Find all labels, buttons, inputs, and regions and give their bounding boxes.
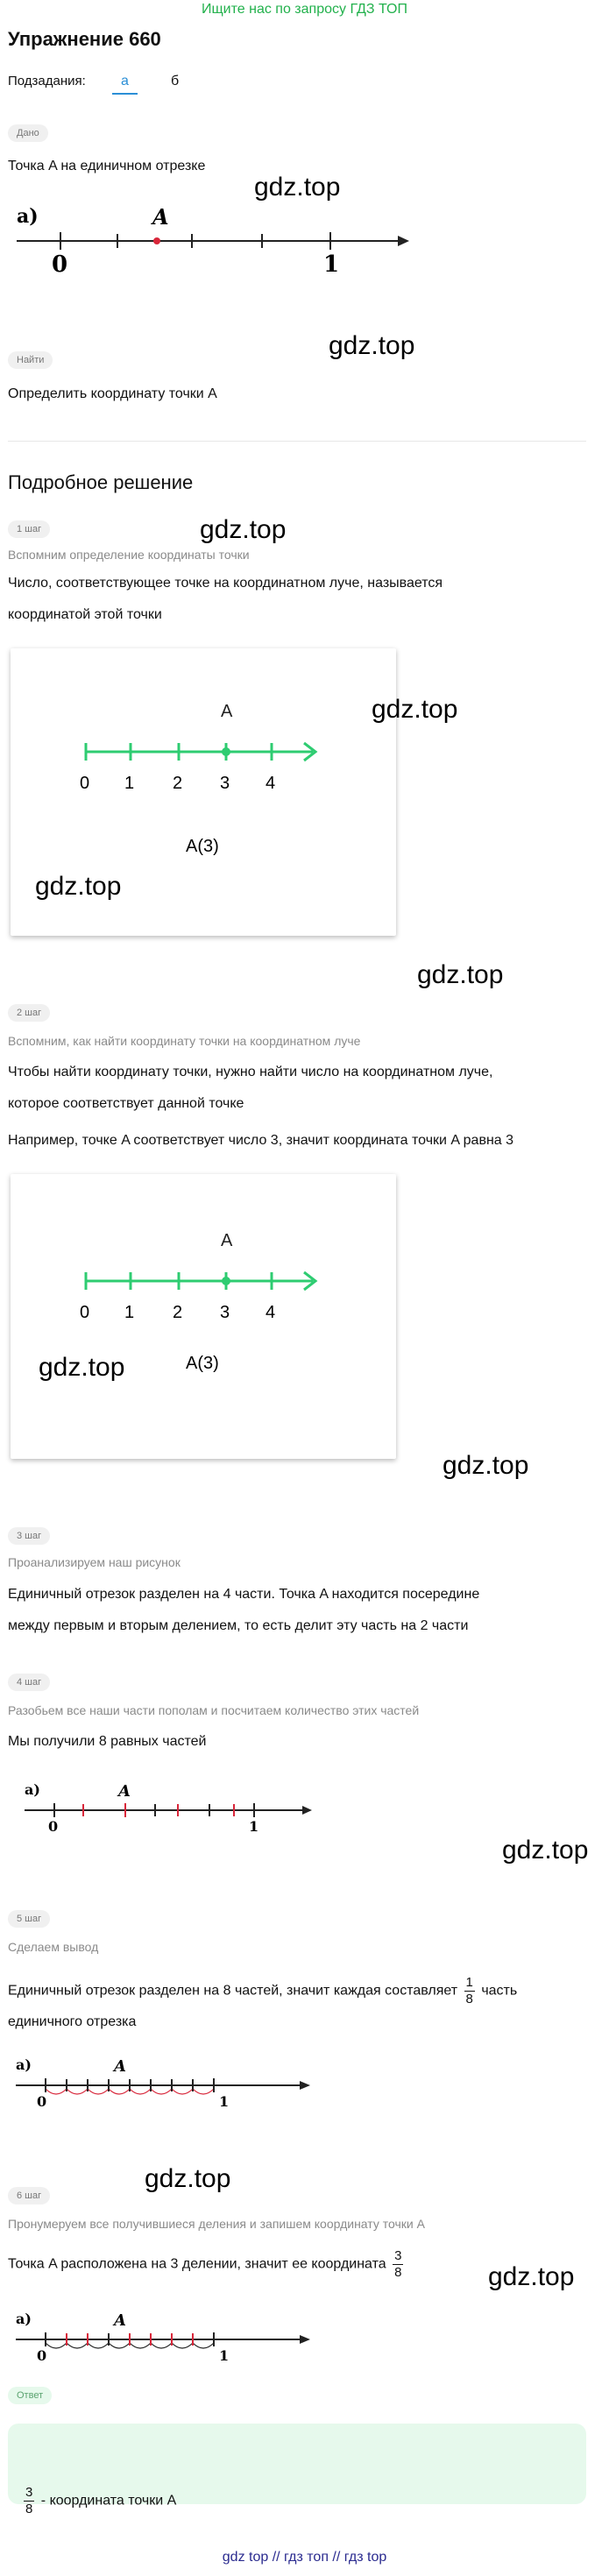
figure-point-label: A <box>114 2311 126 2330</box>
watermark: gdz.top <box>417 960 504 989</box>
step-3-caption: Проанализируем наш рисунок <box>8 1555 181 1569</box>
ray-tick-label: 0 <box>80 774 90 793</box>
step-6-chip: 6 шаг <box>8 2187 50 2204</box>
zero-label: 0 <box>52 251 68 278</box>
step-1-line-2: координатой этой точки <box>8 607 162 622</box>
fraction-num: 3 <box>394 2248 402 2263</box>
given-text: Точка A на единичном отрезке <box>8 159 206 173</box>
watermark: gdz.top <box>488 2262 575 2291</box>
solution-title: Подробное решение <box>8 471 194 493</box>
ray-tick-label: 3 <box>220 1303 230 1322</box>
step-6-caption: Пронумеруем все получившиеся деления и запишем координату точки A <box>8 2217 425 2231</box>
ray-card-2 <box>11 1174 396 1459</box>
step-1-caption: Вспомним определение координаты точки <box>8 548 250 562</box>
step-3-chip: 3 шаг <box>8 1527 50 1545</box>
step-2-caption: Вспомним, как найти координату точки на координатном луче <box>8 1034 361 1048</box>
watermark: gdz.top <box>35 872 122 901</box>
tab-b[interactable]: б <box>171 74 180 88</box>
fraction-three-eighths <box>393 2248 403 2281</box>
step-5-chip: 5 шаг <box>8 1910 50 1928</box>
ray-point-label: A <box>221 1231 233 1250</box>
step-2-line-2: которое соответствует данной точке <box>8 1096 244 1111</box>
ray-point-label: A <box>221 702 233 721</box>
ray-point-marker <box>222 747 230 756</box>
watermark: gdz.top <box>502 1836 589 1865</box>
step-6-figure <box>11 2294 313 2366</box>
figure-part-label: а) <box>17 205 39 228</box>
ray-coordinate-label: A(3) <box>186 837 219 856</box>
given-figure <box>8 193 411 280</box>
find-text: Определить координату точки A <box>8 386 217 401</box>
fraction-den: 8 <box>25 2502 33 2516</box>
answer-chip: Ответ <box>8 2387 52 2404</box>
find-chip: Найти <box>8 351 53 369</box>
zero-label: 0 <box>48 1818 59 1835</box>
footer-links[interactable]: gdz top // гдз топ // гдз top <box>222 2550 387 2565</box>
one-label: 1 <box>249 1818 259 1835</box>
fraction-den: 8 <box>394 2265 402 2280</box>
step-6-text: Точка A расположена на 3 делении, значит ее координата <box>8 2256 386 2272</box>
step-1-line-1: Число, соответствующее точке на координатном луче, называется <box>8 576 443 591</box>
step-6-line-1 <box>8 2248 406 2281</box>
fraction-den: 8 <box>465 1992 473 2006</box>
divider <box>8 441 586 442</box>
fraction-num: 1 <box>465 1975 473 1990</box>
watermark: gdz.top <box>372 695 458 724</box>
axis-arrow <box>398 236 409 246</box>
ray-tick-label: 2 <box>173 1303 183 1322</box>
step-5-caption: Сделаем вывод <box>8 1940 99 1954</box>
axis-arrow <box>300 2335 310 2344</box>
step-4-figure <box>18 1773 315 1835</box>
point-a-marker <box>153 237 160 244</box>
watermark: gdz.top <box>200 515 287 544</box>
fraction-three-eighths <box>24 2485 34 2517</box>
fraction-num: 3 <box>25 2485 33 2500</box>
ray-tick-label: 0 <box>80 1303 90 1322</box>
one-label: 1 <box>219 2093 230 2110</box>
one-label: 1 <box>323 251 340 278</box>
figure-part-label: а) <box>25 1781 40 1798</box>
step-4-caption: Разобьем все наши части пополам и посчитаем количество этих частей <box>8 1703 420 1717</box>
figure-part-label: а) <box>16 2311 32 2327</box>
watermark: gdz.top <box>145 2164 231 2193</box>
step-2-line-1: Чтобы найти координату точки, нужно найти число на координатном луче, <box>8 1065 493 1079</box>
ray-tick-label: 1 <box>124 1303 135 1322</box>
ray-tick-label: 1 <box>124 774 135 793</box>
figure-point-label: A <box>152 204 169 230</box>
watermark: gdz.top <box>39 1353 125 1382</box>
step-1-chip: 1 шаг <box>8 520 50 538</box>
step-5-figure <box>11 2049 313 2112</box>
zero-label: 0 <box>37 2347 47 2364</box>
watermark: gdz.top <box>254 173 341 202</box>
given-chip: Дано <box>8 124 48 142</box>
answer-text: - координата точки A <box>40 2493 177 2509</box>
step-5-line-2: единичного отрезка <box>8 2014 137 2029</box>
answer-line <box>21 2485 176 2517</box>
search-banner[interactable]: Ищите нас по запросу ГДЗ ТОП <box>202 2 407 17</box>
ray-tick-label: 4 <box>266 1303 276 1322</box>
figure-point-label: A <box>118 1782 131 1801</box>
page-title: Упражнение 660 <box>8 28 161 50</box>
watermark: gdz.top <box>329 331 415 360</box>
step-2-line-3: Например, точке A соответствует число 3, значит координата точки A равна 3 <box>8 1133 514 1148</box>
watermark: gdz.top <box>443 1451 529 1480</box>
zero-label: 0 <box>37 2093 47 2110</box>
axis-arrow <box>302 1806 312 1815</box>
step-5-line-1 <box>8 1975 517 2007</box>
tab-a[interactable]: а <box>112 70 138 95</box>
step-5-text-b: часть <box>481 1983 518 1999</box>
figure-point-label: A <box>114 2057 126 2076</box>
step-5-text-a: Единичный отрезок разделен на 8 частей, значит каждая составляет <box>8 1983 458 1999</box>
figure-part-label: а) <box>16 2056 32 2073</box>
ray-point-marker <box>222 1277 230 1285</box>
step-3-line-2: между первым и вторым делением, то есть делит эту часть на 2 части <box>8 1618 469 1633</box>
ray-tick-label: 4 <box>266 774 276 793</box>
step-2-chip: 2 шаг <box>8 1004 50 1022</box>
axis-arrow <box>300 2081 310 2090</box>
one-label: 1 <box>219 2347 230 2364</box>
fraction-one-eighth <box>464 1975 475 2007</box>
step-4-chip: 4 шаг <box>8 1674 50 1691</box>
step-4-line-1: Мы получили 8 равных частей <box>8 1734 207 1749</box>
step-3-line-1: Единичный отрезок разделен на 4 части. Точка A находится посередине <box>8 1587 480 1602</box>
ray-figure-2 <box>11 1174 396 1459</box>
ray-tick-label: 2 <box>173 774 183 793</box>
ray-tick-label: 3 <box>220 774 230 793</box>
subtasks-label: Подзадания: <box>8 74 86 88</box>
ray-coordinate-label: A(3) <box>186 1354 219 1373</box>
